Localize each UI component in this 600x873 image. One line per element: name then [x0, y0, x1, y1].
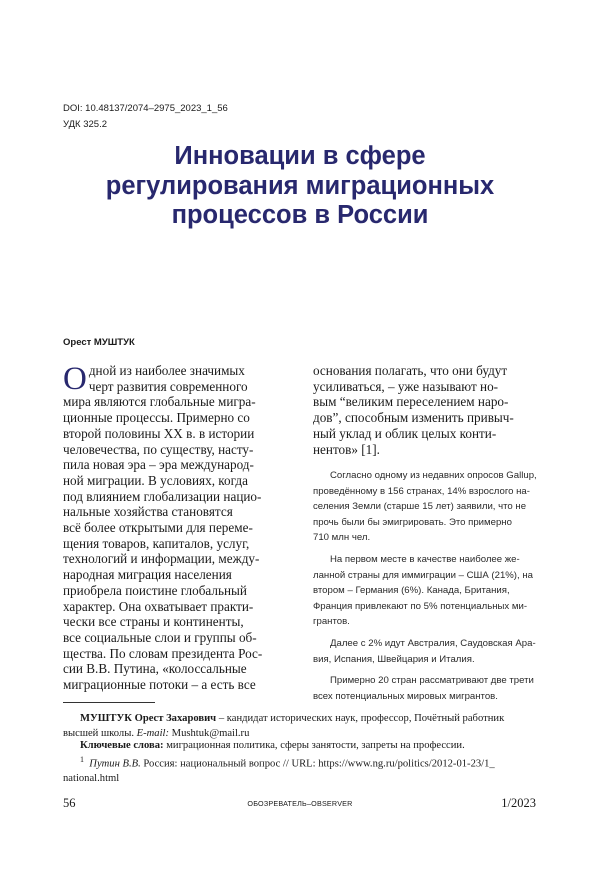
- sidebar-line: 710 млн чел.: [313, 532, 371, 544]
- body-column-2: [313, 363, 547, 457]
- author-footnote-line: [63, 712, 543, 727]
- body-line: второй половины XX в. в истории: [63, 425, 255, 441]
- body-line: щения товаров, капиталов, услуг,: [63, 535, 250, 551]
- author-footnote: [63, 712, 543, 741]
- keywords-text: миграционная политика, сферы занятости, запреты на профессии.: [163, 740, 465, 751]
- body-line: мира являются глобальные мигра-: [63, 394, 256, 410]
- udk-code: УДК 325.2: [63, 119, 107, 130]
- footnote-divider: [63, 702, 155, 703]
- body-line: чески все страны и континенты,: [63, 614, 244, 630]
- page-number: 56: [63, 796, 76, 810]
- sidebar-line: проведённому в 156 странах, 14% взрослого на-: [313, 485, 530, 497]
- sidebar-line: прочь были бы эмигрировать. Это примерно: [313, 516, 512, 528]
- sidebar-line: грантов.: [313, 616, 350, 628]
- keywords-line: [63, 739, 543, 754]
- footnote-number: 1: [80, 755, 84, 764]
- body-line: всё более открытыми для переме-: [63, 520, 253, 536]
- body-line: ционные процессы. Примерно со: [63, 410, 250, 426]
- body-line: черт развития современного: [88, 378, 248, 394]
- body-line: пила новая эра – эра международ-: [63, 457, 254, 473]
- sidebar-line: На первом месте в качестве наиболее же-: [330, 553, 520, 565]
- body-line: приобрела поистине глобальный: [63, 582, 247, 598]
- body-line: сии В.В. Путина, «колоссальные: [63, 661, 247, 677]
- body-line: народная миграция населения: [63, 567, 232, 583]
- sidebar-line: Далее с 2% идут Австралия, Саудовская Ара-: [330, 637, 536, 649]
- author-name: Орест МУШТУК: [63, 337, 135, 348]
- body-line: человечества, по существу, насту-: [63, 441, 254, 457]
- author-info: высшей школы.: [63, 727, 137, 739]
- reference-footnote: [63, 753, 543, 787]
- title-line: процессов в России: [171, 201, 429, 229]
- body-line: ный уклад и облик целых конти-: [313, 425, 497, 441]
- body-line: дной из наиболее значимых: [88, 363, 245, 378]
- keywords-label: Ключевые слова:: [80, 740, 164, 751]
- reference-author: Путин В.В.: [89, 758, 141, 770]
- doi: DOI: 10.48137/2074–2975_2023_1_56: [63, 103, 228, 114]
- sidebar-line: Франция привлекают по 5% потенциальных ми-: [313, 600, 528, 612]
- sidebar-line: втором – Германия (6%). Канада, Британия,: [313, 585, 510, 597]
- author-email[interactable]: Mushtuk@mail.ru: [169, 727, 250, 739]
- reference-text[interactable]: Россия: национальный вопрос // URL: https://www.ng.ru/politics/2012-01-23/1_: [140, 758, 495, 770]
- body-line: щества. По словам президента Рос-: [63, 645, 263, 661]
- body-line: дов”, способным изменить привыч-: [313, 410, 514, 426]
- body-line: нентов» [1].: [313, 441, 380, 457]
- body-line: характер. Она охватывает практи-: [63, 598, 254, 614]
- email-label: E-mail:: [136, 727, 169, 739]
- issue-number: 1/2023: [501, 796, 536, 810]
- body-line: ной миграции. В условиях, когда: [63, 472, 248, 488]
- body-line: миграционные потоки – а есть все: [63, 677, 256, 693]
- drop-cap: О: [63, 361, 87, 397]
- body-line: нальные хозяйства становятся: [63, 504, 233, 520]
- sidebar-facts: [313, 468, 547, 704]
- author-full-name: МУШТУК Орест Захарович: [80, 713, 217, 724]
- sidebar-line: ланной страны для иммиграции – США (21%), на: [313, 569, 533, 581]
- body-line: под влиянием глобализации нацио-: [63, 488, 262, 504]
- sidebar-line: всех потенциальных мировых мигрантов.: [313, 690, 498, 702]
- title-line: регулирования миграционных: [105, 171, 495, 200]
- sidebar-line: селения Земли (старше 15 лет) заявили, что не: [313, 501, 527, 513]
- author-info: – кандидат исторических наук, профессор, Почётный работник: [216, 713, 505, 724]
- sidebar-line: Примерно 20 стран рассматривают две трети: [330, 675, 534, 687]
- body-line: усиливаться, – уже называют но-: [313, 378, 499, 394]
- body-line: основания полагать, что они будут: [313, 363, 508, 378]
- body-line: вым “великим переселением наро-: [313, 394, 509, 410]
- reference-line: [63, 753, 543, 772]
- body-column-1: [63, 363, 293, 693]
- sidebar-line: Согласно одному из недавних опросов Gallup,: [330, 470, 537, 481]
- body-line: технологий и информации, между-: [63, 551, 260, 567]
- keywords: [63, 739, 543, 754]
- title-line: Инновации в сфере: [174, 142, 426, 170]
- journal-name: ОБОЗРЕВАТЕЛЬ–OBSERVER: [247, 799, 353, 808]
- body-line: все социальные слои и группы об-: [63, 629, 257, 645]
- article-title: [60, 142, 540, 231]
- sidebar-line: вия, Испания, Швейцария и Италия.: [313, 653, 475, 665]
- reference-url-continuation[interactable]: national.html: [63, 773, 120, 785]
